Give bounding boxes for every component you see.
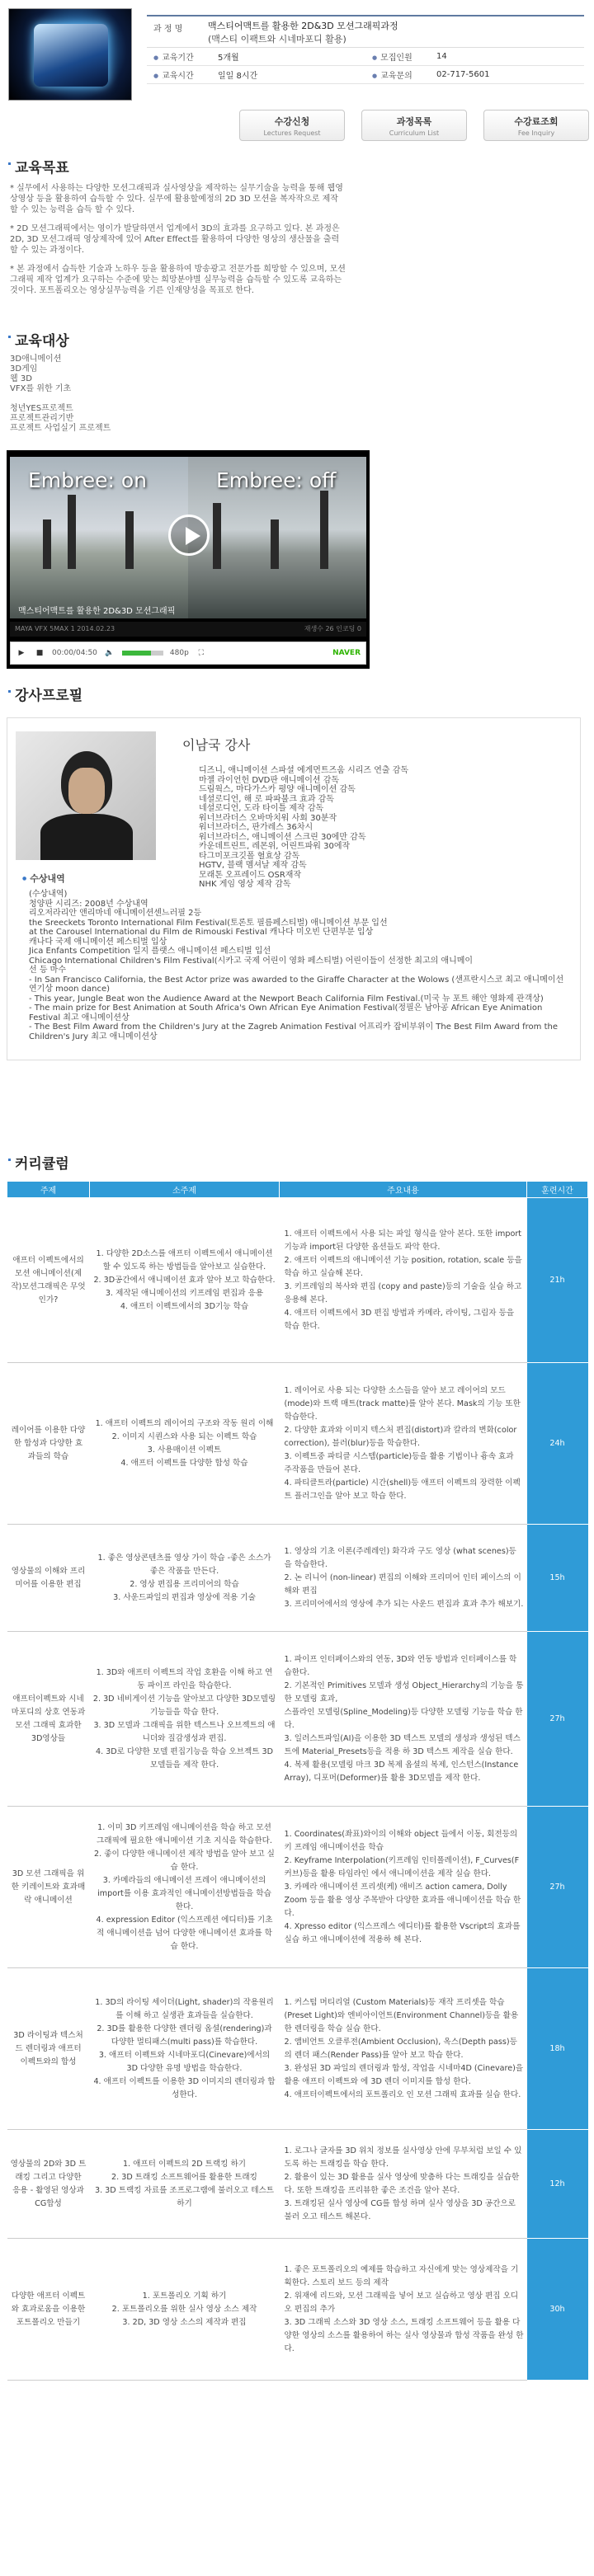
row-subject: 레이어를 이용한 다양한 합성과 다양한 효과들의 학습	[7, 1363, 90, 1525]
row-content: 1. Coordinates(좌표)와이의 이해와 object 들에서 이동, 회전등의 키 프레임 애니메이션을 학습 2. Keyframe Interpolation(키프레임 인터폴레이션), F_Curves(F커브)등을 활용 타임라인 에서 애니메이션을 제작 실습 한다. 3. 카메라 애니메이션 프리셋(케) 애비즈 action camera, Dolly Zoom 등을 활용 영상 주목받아 다양한 효과를 애니메이션을 학습 한다. 4. Xpresso editor (익스프레스 에디터)를 활용한 Vscript의 효과를 실습 하고 애니메이션에 적용하 해 본다.	[280, 1807, 527, 1968]
subtopic-item: 1. 애프터 이펙트의 2D 트랙킹 하기	[122, 2159, 247, 2169]
info-label: ● 모집인원	[365, 50, 436, 63]
row-subtopics	[90, 1363, 280, 1525]
info-hours	[147, 66, 365, 84]
action-buttons	[239, 110, 589, 141]
subtopic-item: 3. 3D 모델과 그래픽을 위한 텍스트나 오브젝트의 애니더와 질감생성과 편집.	[93, 1720, 276, 1743]
thumbnail-graphic	[34, 24, 108, 87]
course-label: 과 정 명	[153, 25, 183, 34]
info-period	[147, 48, 365, 66]
row-content: 1. 파이프 인터페이스와의 연동, 3D와 연동 방법과 인터페이스를 학습한다. 2. 기본적인 Primitives 모델과 생성 Object_Hierarchy의 기능을 통한 모델링 효과, 스플라인 모델링(Spline_Modeling)등 다양한 모델링 기능을 학습 한다. 3. 일러스트파일(AI)을 이용한 3D 텍스트 모델의 생성과 생성된 텍스트에 Material_Presets등을 적용 하 3D 텍스트 제작을 실습 한다. 4. 복제 활용(모델링 마크 3D 복제 옵셜의 복제, 인스턴스(Instance Array), 디포머(Deformer)를 활용 3D모델을 제작 한다.	[280, 1632, 527, 1807]
row-subject: 3D 모션 그래픽을 위한 키레이트와 효과매락 애니메이션	[7, 1807, 90, 1968]
row-subtopics	[90, 2239, 280, 2381]
table-row	[7, 1968, 588, 2130]
profile-box	[7, 717, 581, 1060]
row-hours: 27h	[527, 1632, 588, 1807]
goal-section	[0, 158, 594, 304]
info-capacity	[365, 48, 584, 66]
course-thumbnail	[8, 8, 132, 101]
row-subtopics	[90, 1198, 280, 1363]
table-row	[7, 1198, 588, 1363]
target-item: 프로젝트관리기반	[10, 414, 74, 423]
target-item: 프로젝트 사업실기 프로젝트	[10, 424, 111, 433]
button-title: 과정목록	[396, 116, 432, 127]
subtopic-item: 1. 다양한 2D소스를 애프터 이펙트에서 애니메이션할 수 있도록 하는 방법들을 알아보고 실습한다.	[96, 1248, 273, 1272]
goal-paragraph: * 실무에서 사용하는 다양한 모션그래픽과 실사영상을 제작하는 실무기술을 능력을 통해 웹영상영상 등을 활용하여 습득할 수 있다. 실무에 활용할예정의 2D 3D 모션을 복자작으로 제작 할 수 있는 능력을 습득 할 수 있다.	[10, 184, 343, 214]
subtopic-item: 4. 애프터 이펙트에서의 3D기능 학습	[120, 1301, 249, 1311]
subtopic-item: 2. 3D 네비게이션 기능을 알아보고 다양한 3D모델링 기능들을 학습 한다.	[92, 1694, 276, 1717]
quality-select[interactable]: 480p	[169, 649, 189, 657]
naver-logo: NAVER	[332, 649, 361, 657]
target-spacer	[10, 394, 594, 404]
row-hours: 24h	[527, 1363, 588, 1525]
header-content: 주요내용	[280, 1182, 527, 1198]
course-info	[147, 15, 584, 84]
info-label: ● 교육기간	[147, 50, 218, 63]
video-meta-left: MAYA VFX 5MAX 1 2014.02.23	[15, 625, 116, 632]
subtopic-item: 1. 좋은 영상콘텐츠를 영상 가이 학습 -좋은 소스가 좋은 작품을 만든다.	[97, 1553, 271, 1576]
button-title: 수강료조회	[514, 116, 559, 127]
info-contact	[365, 66, 584, 84]
goal-paragraph: * 본 과정에서 습득한 기술과 노하우 등을 활용하여 방송광고 전문가를 희망할 수 있으며, 모션그래픽 제작 업계가 요구하는 수준에 맞는 희망분야별 실무능력을 습득할 수 있도록 교육하는 것이다. 포트폴리오는 영상실무능력을 기른 인재양성을 목표로 한다.	[10, 265, 346, 295]
video-label-off: Embree: off	[216, 468, 337, 492]
awards-title: ● 수상내역	[22, 872, 65, 885]
row-content: 1. 로그나 글자를 3D 위치 정보를 실사영상 안에 무부처럼 보일 수 있도록 하는 트래킹을 학습 한다. 2. 활용이 있는 3D 활용을 실사 영상에 맞춤하 다는 트래킹을 실습한다. 또한 트래킹을 프리뷰한 좋은 조건을 알아 본다. 3. 트래킹된 실사 영상에 CG를 합성 하며 실사 영상을 3D 공간으로 불러 오고 테스트 해본다.	[280, 2130, 527, 2239]
row-hours: 15h	[527, 1525, 588, 1632]
table-row	[7, 2130, 588, 2239]
row-subtopics	[90, 2130, 280, 2239]
subtopic-item: 3. 애프터 이펙트와 시네마포디(Cinevare)에서의 3D 다양한 유명 방법을 학습한다.	[98, 2050, 271, 2073]
goal-paragraph: * 2D 모션그래픽에서는 영이가 발달하면서 업계에서 3D의 효과를 요구하고 있다. 본 과정은 2D, 3D 모션그래픽 영상제작에 있어 After Effect를 활용하여 다양한 영상의 생산물을 출력 할 수 있는 과정이다.	[10, 224, 340, 255]
curriculum-header-row	[7, 1182, 588, 1198]
target-item: 3D애니메이션	[10, 355, 62, 364]
play-button-icon[interactable]: ▶	[18, 649, 25, 657]
info-value: 일일 8시간	[218, 72, 258, 81]
info-value: 14	[436, 52, 447, 61]
row-subtopics	[90, 1807, 280, 1968]
subtopic-item: 1. 이미 3D 키프레임 애니메이션을 학습 하고 모션 그래픽에 필요한 애니메이션 기초 지식을 학습한다.	[97, 1822, 272, 1845]
row-hours: 27h	[527, 1807, 588, 1968]
fee-inquiry-button[interactable]	[483, 110, 589, 141]
video-time: 00:00/04:50	[52, 649, 97, 657]
lecture-request-button[interactable]	[239, 110, 345, 141]
video-label-on: Embree: on	[28, 468, 148, 492]
subtopic-item: 2. 영상 편집용 프리미어의 학습	[130, 1579, 239, 1589]
row-subtopics	[90, 1632, 280, 1807]
table-row	[7, 1525, 588, 1632]
subtopic-item: 4. expression Editor (익스프레션 에디터)를 기초적 애니메이션을 넘어 다양한 애니메이션 효과를 학습 한다.	[96, 1915, 273, 1951]
video-frame[interactable]	[10, 457, 366, 618]
course-title-row	[147, 15, 584, 48]
subtopic-item: 4. 애프터 이펙트를 이용한 3D 이미지의 렌더링과 합성한다.	[93, 2076, 276, 2099]
row-content: 1. 좋은 포트폴리오의 예제를 학습하고 자신에게 맞는 영상제작을 기획한다. 스토리 보드 등의 제작 2. 위재에 리드와, 모션 그래픽을 넣어 보고 실습하고 영상 편집 오디오 편집의 추가 3. 3D 그래픽 소스와 3D 영상 소스, 트래킹 소프트웨어 등을 활용 다양한 영상의 소스를 활용하여 하는 실사 영상물과 합성 작품을 완성 한다.	[280, 2239, 527, 2381]
instructor-photo	[16, 731, 156, 860]
target-item: 웹 3D	[10, 374, 32, 383]
target-item: VFX를 위한 기초	[10, 384, 72, 393]
button-title: 수강신청	[274, 116, 310, 127]
goal-title: 교육목표	[0, 158, 594, 178]
video-caption: 맥스티어맥트를 활용한 2D&3D 모션그래픽	[18, 607, 176, 616]
row-subject: 애프터이펙트와 시네마포디의 상호 연동과 모션 그래픽 효과한 3D영상들	[7, 1632, 90, 1807]
row-content: 1. 영상의 기초 이론(주레레인) 화각과 구도 영상 (what scenes)등을 학습한다. 2. 논 리니어 (non-linear) 편집의 이해와 프리미어 인터 페이스의 이해와 편집 3. 프리미어에서의 영상에 추가 되는 사운드 편집과 효과 추가 해보기.	[280, 1525, 527, 1632]
row-subject: 영상물의 이해와 프리미어를 이용한 편집	[7, 1525, 90, 1632]
target-item: 청년YES프로젝트	[10, 404, 73, 413]
instructor-name: 이남국 강사	[182, 737, 251, 753]
info-label: ● 교육문의	[365, 68, 436, 81]
subtopic-item: 1. 3D와 애프터 이펙트의 작업 호환을 이해 하고 연동 파이프 라인을 학습한다.	[96, 1667, 273, 1690]
instructor-career: 디즈니, 애니메이션 스파셜 에게먼트즈움 시리즈 연출 감독 마젤 라이언헌 DVD판 애니메이션 감독 드림웍스, 마다가스카 평양 애니메이션 감독 네셜로디언, 해 로 파파불크 효과 감독 네셜로디언, 도라 타이틀 제작 감독 워너브라더스 오바마치워 사회 30분작 워너브라더스, 판가레스 36차시 워너브라더스, 애니메이션 스크린 30에만 감독 카운데트린트, 레몬위, 어린트파워 30에작 타그미포크깃폴 혈효상 감독 HGTV, 블랙 멤셔날 제작 감독 모래톤 오프레이드 OSR재작 NHK 게임 영상 제작 감독	[199, 766, 409, 889]
profile-title: 강사프로필	[0, 686, 594, 706]
table-row	[7, 2239, 588, 2381]
target-section	[0, 331, 594, 434]
subtopic-item: 2. 이미지 시퀀스와 사용 되는 이펙트 학습	[111, 1431, 257, 1441]
subtopic-item: 3. 제작된 애니메이션의 키프레임 편집과 응용	[105, 1288, 264, 1298]
fullscreen-icon[interactable]: ⛶	[198, 649, 204, 657]
row-subject: 애프터 이펙트에서의 모션 애니메이션(제작)모션그래픽은 무엇인가?	[7, 1198, 90, 1363]
row-hours: 12h	[527, 2130, 588, 2239]
course-name: 맥스티어맥트를 활용한 2D&3D 모션그래픽과정	[208, 21, 398, 31]
table-row	[7, 1632, 588, 1807]
subtopic-item: 2. 3D 트래킹 소프트웨어를 활용한 트래킹	[111, 2172, 257, 2182]
profile-section-header	[0, 686, 594, 706]
row-content: 1. 커스텀 머티리얼 (Custom Materials)등 재작 프리셋을 학습(Preset Light)와 엔비아이언트(Environment Channel)등을 활용한 렌더링을 학습 실습 한다. 2. 앰비언트 오클루전(Ambient Occlusion), 옥스(Depth pass)등의 렌더 패스(Render Pass)를 알아 보고 학습 한다. 3. 완성된 3D 파일의 렌더링과 합성, 작업을 시네마4D (Cinevare)을 활용 애프터 이펙트와 에 3D 렌더 이미지를 합성 한다. 4. 애프터이펙트에서의 포트폴리오 인 모션 그래픽 효과를 실습 한다.	[280, 1968, 527, 2130]
target-list	[0, 351, 594, 434]
curriculum-table	[7, 1181, 588, 2381]
button-subtitle: Curriculum List	[389, 129, 440, 137]
subtopic-item: 4. 3D로 다양한 모델 편집기능을 학습 오브젝트 3D 모델들을 제작 한다.	[95, 1746, 274, 1770]
row-subtopics	[90, 1968, 280, 2130]
header-hours: 훈련시간	[527, 1182, 588, 1198]
info-value: 5개월	[218, 54, 239, 63]
volume-icon[interactable]: 🔈	[105, 649, 115, 657]
video-meta	[10, 622, 366, 637]
row-subject: 3D 라이팅과 텍스처드 렌더링과 애프터 이펙트와의 합성	[7, 1968, 90, 2130]
row-content: 1. 애프터 이펙트에서 사용 되는 파일 형식을 알아 본다. 또한 import기능과 import된 다양한 옵션들도 파악 한다. 2. 애프터 이펙트의 애니메이션 기능 position, rotation, scale 등을 학습 하고 실습해 본다. 3. 키프레임의 복사와 편집 (copy and paste)등의 기술을 실습 하고 응용해 본다. 4. 애프터 이펙트에서 3D 편집 방법과 카메라, 라이팅, 그림자 등을 학습 한다.	[280, 1198, 527, 1363]
row-subject: 다양한 애프터 이펙트와 효과로움을 이용한 포트폴리오 만들기	[7, 2239, 90, 2381]
info-label: ● 교육시간	[147, 68, 218, 81]
row-hours: 18h	[527, 1968, 588, 2130]
button-subtitle: Fee Inquiry	[517, 129, 555, 137]
awards-list: (수상내역) 청양판 시리즈: 2008년 수상내역 리오저라리안 앤리마네 애니메이션센느러필 2등 the Sreeckets Toronto International Film Festival(토론토 필름페스티벌) 애니메이션 부문 입선 at the Carousel International du Film de Rimouski Festival 캐나다 미오빈 단편부문 입상 캐나다 국제 애니메이션 페스티벌 입상 Jica Enfants Competition 일지 플랫스 애니메이션 페스티벌 입선 Chicago International Children's Film Festival(시카고 국제 어린이 영화 페스티벌) 어린이들이 선정한 최고의 애니메이 선 등 마수 - In San Francisco California, the Best Actor prize was awarded to the Giraffe Character at the Wolows (샌프란시스코 최고 애니메이선 연기상 moon dance) - This year, Jungle Beat won the Audience Award at the Newport Beach California Film Festival.(미국 뉴 포트 해안 영화제 관객상) - The main prize for Best Animation at South Africa's Own African Eye Animation Festival(정필은 남아공 African Eye Animation Festival 최고 애니메이션상 - The Best Film Award from the Children's Jury at the Zagreb Animation Festival 어프리카 잡비부위이 The Best Film Award from the Children's Jury 최고 애니메이션상	[29, 890, 564, 1041]
row-content: 1. 레이어로 사용 되는 다양한 소스들을 알아 보고 레이어의 모드(mode)와 트랙 매트(track matte)를 알아 본다. Mask의 기능 또한 학습한다. 2. 다양한 효과와 이미지 텍스처 편집(distort)과 칼라의 변화(color correction), 블러(blur)등을 학습한다. 3. 이펙트중 파티클 시스템(particle)등을 활용 기법이나 흉속 효과 주작품을 만들어 본다. 4. 파티클트라(particle) 시간(shell)등 애프터 이펙트의 장력한 이펙트 플러그인을 알아 보고 학습 한다.	[280, 1363, 527, 1525]
header-subject: 주제	[7, 1182, 90, 1198]
row-hours: 30h	[527, 2239, 588, 2381]
subtopic-item: 1. 3D의 라이팅 세이더(Light, shader)의 작용원리를 이해 하고 실생관 효과들을 실습한다.	[95, 1997, 274, 2020]
subtopic-item: 1. 애프터 이펙트의 레이어의 구조와 작동 원리 이해	[95, 1418, 274, 1428]
row-hours: 21h	[527, 1198, 588, 1363]
subtopic-item: 3. 2D, 3D 영상 소스의 제작과 편집	[122, 2317, 247, 2327]
info-value: 02-717-5601	[436, 70, 490, 79]
button-subtitle: Lectures Request	[263, 129, 321, 137]
subtopic-item: 3. 카메라들의 애니메이션 프레이 애니메이션의 import를 이용 효과적인 애니메이션방법들을 학습 한다.	[97, 1875, 271, 1911]
curriculum-section-header	[0, 1154, 594, 1174]
curriculum-title: 커리큘럼	[0, 1154, 594, 1174]
subtopic-item: 3. 3D 트랙킹 자료를 조프로그램에 불러오고 테스트하기	[94, 2185, 275, 2208]
table-row	[7, 1363, 588, 1525]
subtopic-item: 3. 사용매이션 이펙트	[147, 1445, 222, 1455]
subtopic-item: 3. 사운드파일의 편집과 영상에 적용 기술	[113, 1592, 256, 1602]
target-item: 3D게임	[10, 364, 38, 374]
table-row	[7, 1807, 588, 1968]
subtopic-item: 1. 포트폴리오 기획 하기	[142, 2291, 227, 2301]
subtopic-item: 2. 좋이 다양한 애니메이션 제작 방법을 알아 보고 실습 한다.	[94, 1849, 275, 1872]
curriculum-list-button[interactable]	[361, 110, 467, 141]
row-subject: 영상물의 2D와 3D 트래킹 그리고 다양한 응용 - 활영된 영상과CG합성	[7, 2130, 90, 2239]
subtopic-item: 2. 포트폴리오를 위한 실사 영상 소스 제작	[111, 2304, 257, 2314]
volume-slider[interactable]	[122, 651, 163, 656]
subtopic-item: 2. 3D를 활용한 다양한 렌더링 옵셜(rendering)과 다양한 멀티패스(multi pass)를 학습한다.	[97, 2024, 272, 2047]
curriculum-body	[7, 1198, 588, 2381]
video-meta-right: 재생수 26 인코딩 0	[304, 625, 361, 632]
video-controls	[10, 642, 366, 665]
header-subtopic: 소주제	[90, 1182, 280, 1198]
stop-button-icon[interactable]: ■	[35, 649, 44, 657]
course-info-grid	[147, 48, 584, 84]
target-title: 교육대상	[0, 331, 594, 351]
row-subtopics	[90, 1525, 280, 1632]
video-player[interactable]	[7, 450, 370, 669]
subtopic-item: 2. 3D공간에서 애니메이션 효과 알아 보고 학습한다.	[93, 1275, 276, 1285]
subtopic-item: 4. 애프터 이펙트를 다양한 합성 학습	[120, 1458, 248, 1468]
course-subtitle: (맥스티 이팩트와 시네마포디 활용)	[208, 34, 346, 45]
course-header	[0, 0, 594, 165]
play-icon[interactable]	[168, 515, 210, 556]
